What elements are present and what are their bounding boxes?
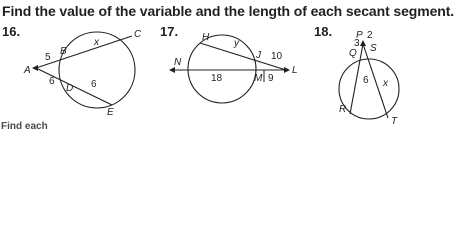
point-t-label: T [391, 116, 398, 127]
point-h-label: H [202, 32, 210, 43]
problem-18-circle [339, 59, 399, 119]
point-m-label: M [254, 73, 263, 84]
point-e-label: E [107, 107, 114, 118]
point-j-label: J [256, 50, 261, 61]
point-l-label: L [292, 65, 298, 76]
length-de-label: 6 [91, 79, 97, 90]
length-bc-label: x [94, 37, 99, 48]
length-jl-label: 10 [271, 51, 283, 62]
length-hj-label: y [234, 38, 239, 49]
secant-ade [36, 68, 112, 105]
point-r-label: R [339, 104, 347, 115]
problem-17-number: 17. [160, 24, 179, 39]
length-nm-label: 18 [211, 73, 223, 84]
point-c-label: C [134, 29, 142, 40]
length-ps-label: 2 [367, 30, 373, 41]
length-qr-label: 6 [363, 75, 369, 86]
point-a-label: A [24, 65, 31, 76]
length-ad-label: 6 [49, 76, 55, 87]
problem-18-number: 18. [314, 24, 333, 39]
point-d-label: D [66, 83, 74, 94]
length-ml-label: 9 [268, 73, 274, 84]
length-st-label: x [383, 78, 388, 89]
point-n-label: N [174, 57, 182, 68]
length-ab-label: 5 [45, 52, 51, 63]
point-s-label: S [370, 43, 377, 54]
problem-17-circle [188, 35, 256, 103]
point-q-label: Q [349, 48, 357, 59]
footer-text: Find each [1, 121, 48, 132]
length-pq-label: 3 [354, 38, 360, 49]
point-p-label: P [356, 30, 363, 41]
instructions: Find the value of the variable and the length of each secant segment. [2, 3, 455, 19]
problem-16-number: 16. [2, 24, 21, 39]
point-b-label: B [60, 46, 67, 57]
